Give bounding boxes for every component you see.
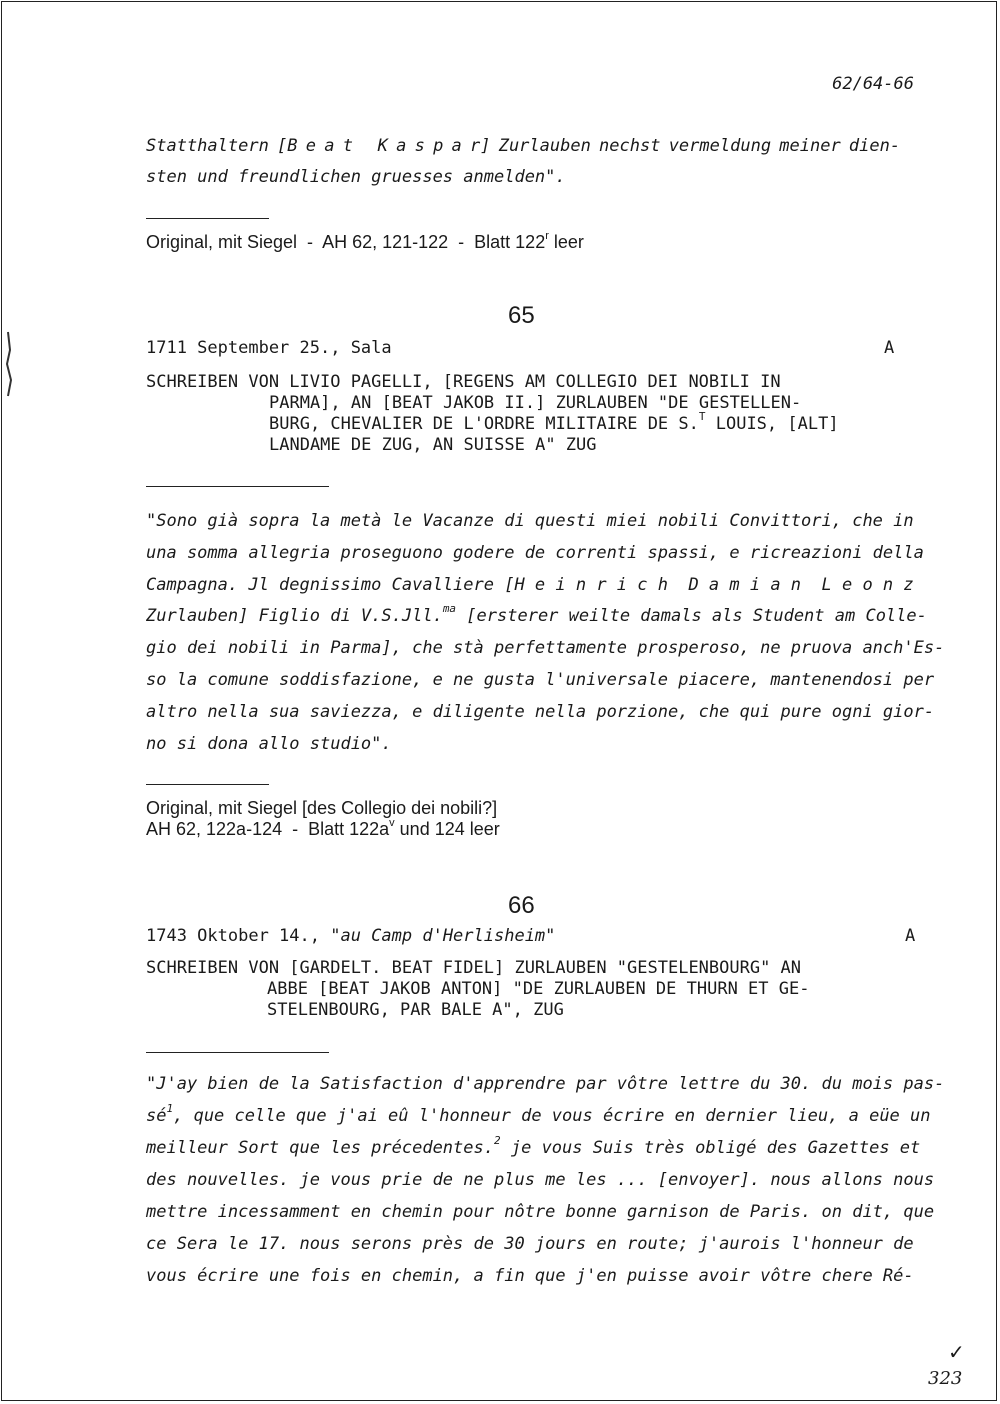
document-heading-line: PARMA], AN [BEAT JAKOB II.] ZURLAUBEN "DE GESTELLEN- xyxy=(269,393,802,413)
scan-mark-icon xyxy=(2,330,16,400)
quote-line: des nouvelles. je vous prie de ne plus me les ... [envoyer]. nous allons nous xyxy=(146,1170,935,1190)
document-heading-line: SCHREIBEN VON LIVIO PAGELLI, [REGENS AM COLLEGIO DEI NOBILI IN xyxy=(146,372,781,392)
intro-line: Statthaltern [B e a t K a s p a r] Zurlauben nechst vermeldung meiner dien- xyxy=(146,136,901,156)
separator-rule xyxy=(146,1052,329,1053)
quote-line: no si dona allo studio". xyxy=(146,734,392,754)
check-mark-icon: ✓ xyxy=(948,1340,965,1364)
document-number: 65 xyxy=(508,302,535,329)
quote-line: una somma allegria proseguono godere de correnti spassi, e ricreazioni della xyxy=(146,543,924,563)
quote-line: altro nella sua saviezza, e diligente nella porzione, che qui pure ogni gior- xyxy=(146,702,935,722)
source-note: Original, mit Siegel - AH 62, 121-122 - Blatt 122$^r$ leer xyxy=(146,230,584,252)
separator-rule xyxy=(146,486,329,487)
quote-line: gio dei nobili in Parma], che stà perfettamente prosperoso, ne pruova anch'Es- xyxy=(146,638,945,658)
separator-rule xyxy=(146,218,269,219)
quote-line: "Sono già sopra la metà le Vacanze di questi miei nobili Convittori, che in xyxy=(146,511,914,531)
quote-line: mettre incessamment en chemin pour nôtre bonne garnison de Paris. on dit, que xyxy=(146,1202,935,1222)
document-heading-line: STELENBOURG, PAR BALE A", ZUG xyxy=(267,1000,564,1020)
quote-line: so la comune soddisfazione, e ne gusta l'universale piacere, mantenendosi per xyxy=(146,670,935,690)
source-note: Original, mit Siegel [des Collegio dei nobili?] xyxy=(146,798,498,818)
document-number: 66 xyxy=(508,892,535,919)
intro-line: sten und freundlichen gruesses anmelden". xyxy=(146,167,566,187)
document-type: A xyxy=(884,338,895,358)
source-note: AH 62, 122a-124 - Blatt $122a^v$ und 124 leer xyxy=(146,817,500,839)
page-reference: 62/64-66 xyxy=(832,74,914,94)
quote-line: "J'ay bien de la Satisfaction d'apprendre par vôtre lettre du 30. du mois pas- xyxy=(146,1074,945,1094)
document-heading-line: ABBE [BEAT JAKOB ANTON] "DE ZURLAUBEN DE THURN ET GE- xyxy=(267,979,810,999)
document-heading-line: SCHREIBEN VON [GARDELT. BEAT FIDEL] ZURLAUBEN "GESTELENBOURG" AN xyxy=(146,958,802,978)
quote-line: Zurlauben] Figlio di V.S.Jll.$^{ma}$ [ersterer weilte damals als Student am Colle- xyxy=(146,602,927,626)
document-date-place: 1743 Oktober 14., "au Camp d'Herlisheim" xyxy=(146,926,556,946)
page-border xyxy=(1,1,997,1401)
document-heading-line: BURG, CHEVALIER DE L'ORDRE MILITAIRE DE S.$^T$ LOUIS, [ALT] xyxy=(269,410,839,434)
document-heading-line: LANDAME DE ZUG, AN SUISSE A" ZUG xyxy=(269,435,597,455)
quote-line: Campagna. Jl degnissimo Cavalliere [H e i n r i c h D a m i a n L e o n z xyxy=(146,575,914,595)
separator-rule xyxy=(146,784,269,785)
quote-line: vous écrire une fois en chemin, a fin que j'en puisse avoir vôtre chere Ré- xyxy=(146,1266,914,1286)
quote-line: ce Sera le 17. nous serons près de 30 jours en route; j'aurois l'honneur de xyxy=(146,1234,914,1254)
archive-number: 323 xyxy=(928,1368,963,1389)
quote-line: meilleur Sort que les précedentes.$^2$ je vous Suis très obligé des Gazettes et xyxy=(146,1134,921,1158)
quote-line: $sé^1$, que celle que j'ai eû l'honneur de vous écrire en dernier lieu, a eüe un xyxy=(146,1102,931,1126)
document-date-place: 1711 September 25., Sala xyxy=(146,338,392,358)
document-type: A xyxy=(905,926,916,946)
